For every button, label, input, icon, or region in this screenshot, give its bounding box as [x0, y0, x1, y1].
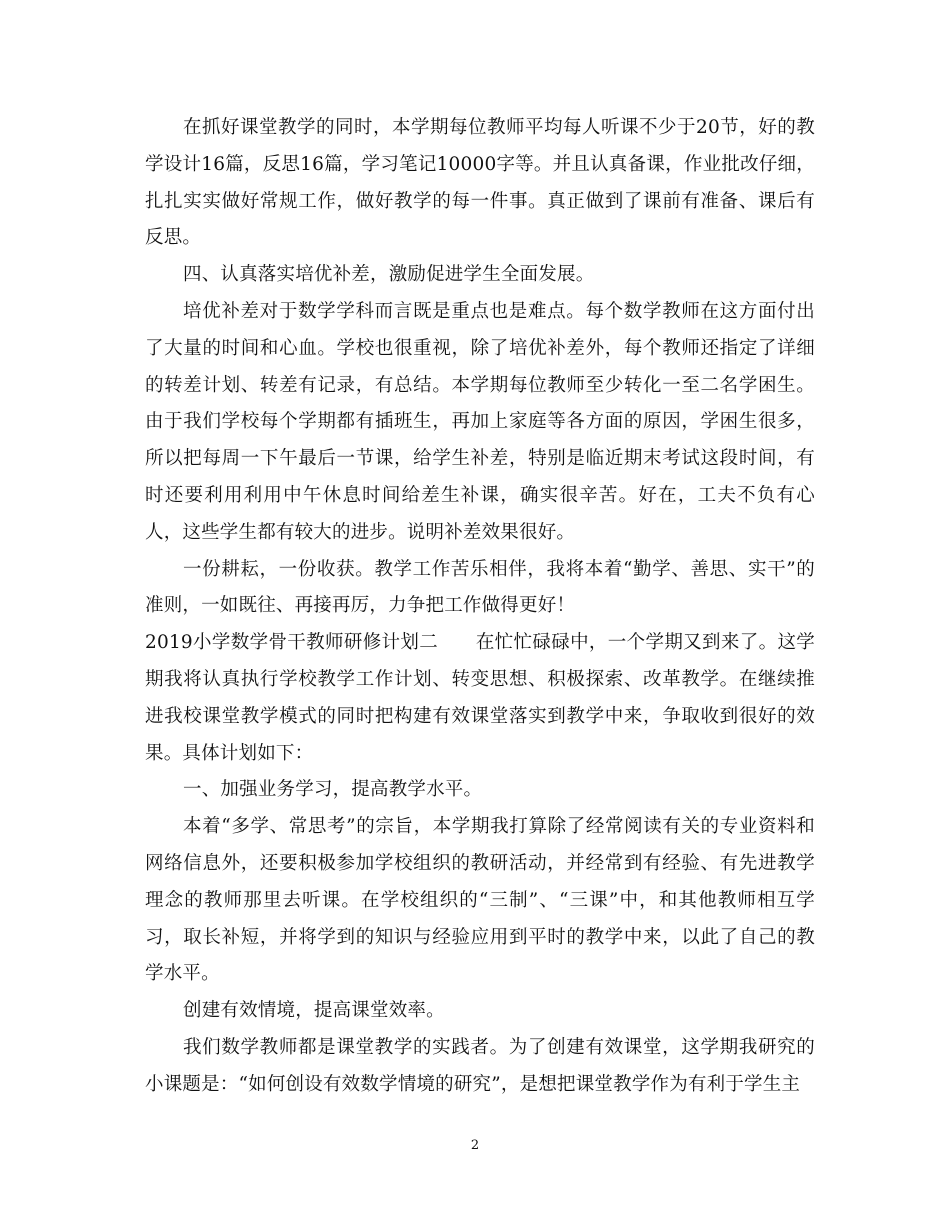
- heading-effective-context: 创建有效情境，提高课堂效率。: [183, 1000, 445, 1022]
- paragraph-tutoring: 培优补差对于数学学科而言既是重点也是难点。每个数学教师在这方面付出了大量的时间和心血。学校也很重视，除了培优补差外，每个教师还指定了详细的转差计划、转差有记录，有总结。本学期每位教师至少转化一至二名学困生。由于我们学校每个学期都有插班生，再加上家庭等各方面的原因，学困生很多，所以把每周一下午最后一节课，给学生补差，特别是临近期末考试这段时间，有时还要利用利用中午休息时间给差生补课，确实很辛苦。好在，工夫不负有心人，这些学生都有较大的进步。说明补差效果很好。: [145, 300, 815, 543]
- paragraph-plan-two-intro: 2019小学数学骨干教师研修计划二 在忙忙碌碌中，一个学期又到来了。这学期我将认真执行学校教学工作计划、转变思想、积极探索、改革教学。在继续推进我校课堂教学模式的同时把构建有效课堂落实到教学中来，争取收到很好的效果。具体计划如下：: [145, 632, 815, 764]
- paragraph-study: 本着“多学、常思考”的宗旨，本学期我打算除了经常阅读有关的专业资料和网络信息外，还要积极参加学校组织的教研活动，并经常到有经验、有先进教学理念的教师那里去听课。在学校组织的“三制”、“三课”中，和其他教师相互学习，取长补短，并将学到的知识与经验应用到平时的教学中来，以此了自己的教学水平。: [145, 816, 815, 985]
- heading-section-four: 四、认真落实培优补差，激励促进学生全面发展。: [183, 264, 595, 286]
- document-body: [145, 110, 815, 1104]
- paragraph-practice: 我们数学教师都是课堂教学的实践者。为了创建有效课堂，这学期我研究的小课题是：“如何创设有效数学情境的研究”，是想把课堂教学作为有利于学生主: [145, 1036, 815, 1095]
- paragraph-teaching-routine: 在抓好课堂教学的同时，本学期每位教师平均每人听课不少于20节，好的教学设计16篇，反思16篇，学习笔记10000字等。并且认真备课，作业批改仔细，扎扎实实做好常规工作，做好教学的每一件事。真正做到了课前有准备、课后有反思。: [145, 117, 815, 249]
- page-number: 2: [470, 1138, 480, 1153]
- paragraph-conclusion: 一份耕耘，一份收获。教学工作苦乐相伴，我将本着“勤学、善思、实干”的准则，一如既往、再接再厉，力争把工作做得更好！: [145, 558, 815, 617]
- heading-section-one: 一、加强业务学习，提高教学水平。: [183, 779, 483, 801]
